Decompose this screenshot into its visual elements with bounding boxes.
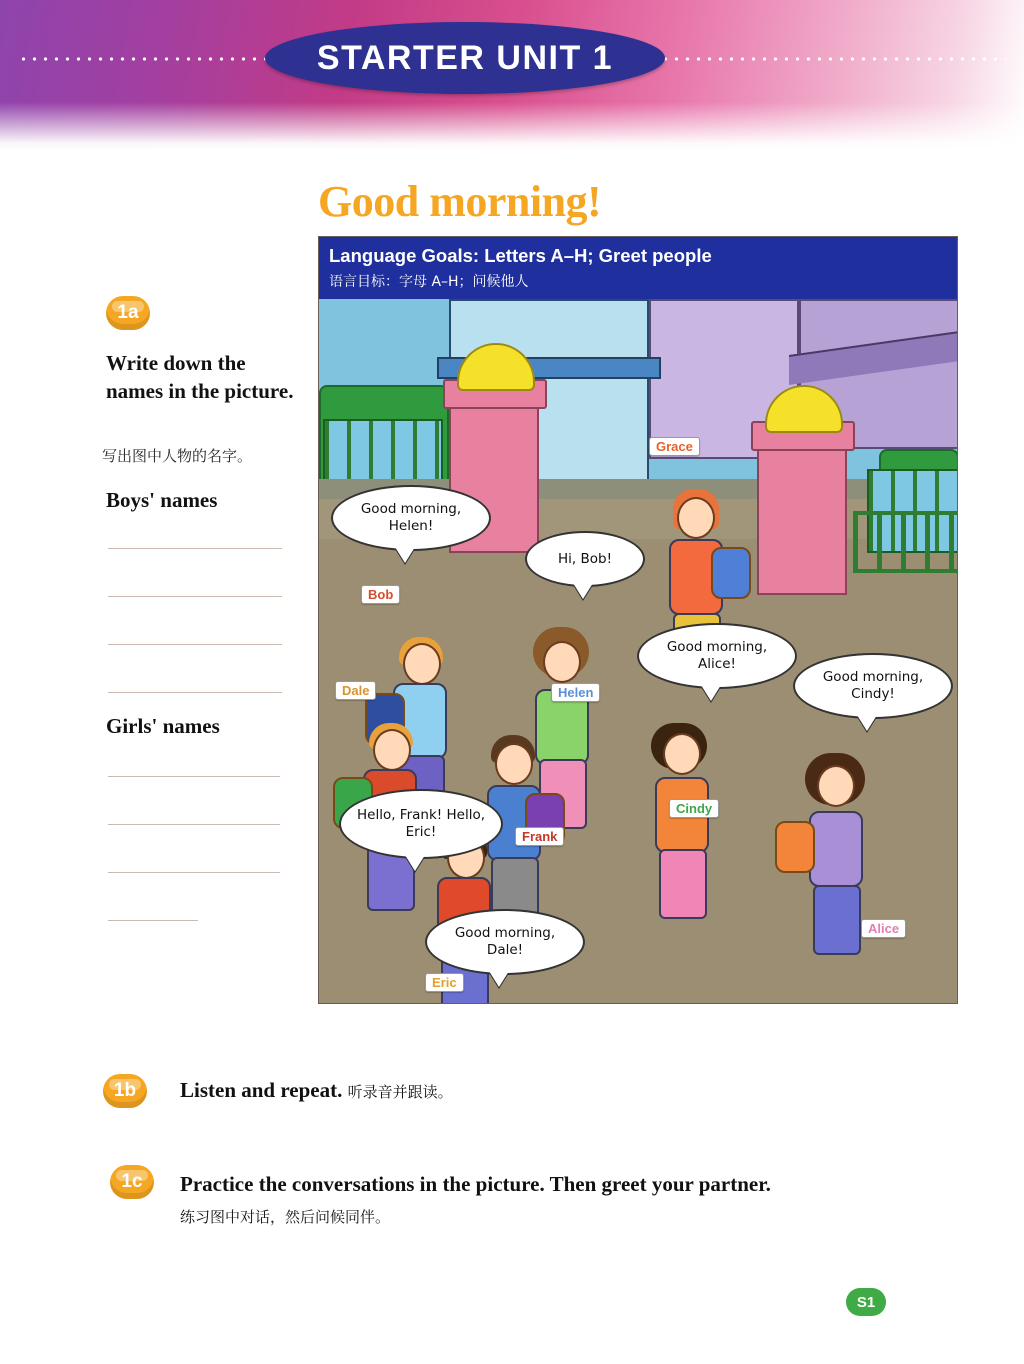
nametag-helen: Helen bbox=[551, 683, 600, 702]
nametag-dale: Dale bbox=[335, 681, 376, 700]
nametag-cindy: Cindy bbox=[669, 799, 719, 818]
activity-badge-1a bbox=[106, 296, 150, 330]
lesson-illustration bbox=[318, 236, 958, 1004]
boys-answer-line-4[interactable] bbox=[108, 692, 282, 693]
activity-number-1b: 1b bbox=[113, 1080, 137, 1101]
header-dots-left bbox=[18, 57, 270, 61]
speech-bubble-good-morning-alice: Good morning, Alice! bbox=[637, 623, 797, 689]
girls-names-label: Girls' names bbox=[106, 714, 220, 738]
nametag-frank: Frank bbox=[515, 827, 564, 846]
speech-bubble-good-morning-cindy: Good morning, Cindy! bbox=[793, 653, 953, 719]
boys-answer-line-3[interactable] bbox=[108, 644, 282, 645]
gate-pillar-right bbox=[757, 445, 847, 595]
page-header-band bbox=[0, 0, 1024, 150]
activity-number-1a: 1a bbox=[117, 302, 139, 323]
schoolyard-scene bbox=[319, 299, 958, 1004]
nametag-alice: Alice bbox=[861, 919, 906, 938]
railing-right bbox=[853, 511, 958, 573]
frank-head bbox=[495, 743, 533, 785]
boys-answer-line-2[interactable] bbox=[108, 596, 282, 597]
activity-badge-1b bbox=[103, 1074, 147, 1108]
unit-title-text: STARTER UNIT 1 bbox=[316, 38, 614, 77]
girls-answer-line-4[interactable] bbox=[108, 920, 198, 921]
page-title: Good morning! bbox=[318, 177, 602, 226]
activity-1c-instruction-cn: 练习图中对话，然后问候同伴。 bbox=[180, 1208, 391, 1226]
helen-head bbox=[543, 641, 581, 683]
nametag-bob: Bob bbox=[361, 585, 400, 604]
cindy-legs bbox=[659, 849, 707, 919]
speech-bubble-hi-bob: Hi, Bob! bbox=[525, 531, 645, 587]
nametag-grace: Grace bbox=[649, 437, 700, 456]
speech-bubble-good-morning-dale: Good morning, Dale! bbox=[425, 909, 585, 975]
boys-names-label: Boys' names bbox=[106, 488, 218, 512]
dale-head bbox=[373, 729, 411, 771]
grace-backpack bbox=[711, 547, 751, 599]
girls-answer-line-2[interactable] bbox=[108, 824, 280, 825]
girls-answer-line-1[interactable] bbox=[108, 776, 280, 777]
activity-1b-text bbox=[180, 1078, 453, 1103]
activity-1c-instruction-en: Practice the conversations in the picture. Then greet your partner. bbox=[180, 1172, 771, 1196]
speech-bubble-good-morning-helen: Good morning, Helen! bbox=[331, 485, 491, 551]
unit-title-badge bbox=[265, 22, 665, 94]
activity-1a-instruction-en: Write down the names in the picture. bbox=[106, 351, 294, 403]
alice-legs bbox=[813, 885, 861, 955]
girls-answer-line-3[interactable] bbox=[108, 872, 280, 873]
grace-head bbox=[677, 497, 715, 539]
page-number-badge: S1 bbox=[846, 1288, 886, 1316]
alice-body bbox=[809, 811, 863, 887]
language-goals-en: Language Goals: Letters A–H; Greet people bbox=[329, 245, 712, 266]
bob-head bbox=[403, 643, 441, 685]
activity-badge-1c bbox=[110, 1165, 154, 1199]
alice-backpack bbox=[775, 821, 815, 873]
activity-number-1c: 1c bbox=[121, 1171, 143, 1192]
header-dots-right bbox=[660, 57, 1006, 61]
activity-1a-instruction-cn: 写出图中人物的名字。 bbox=[102, 447, 253, 465]
language-goals-bar bbox=[319, 237, 957, 299]
activity-1b-instruction-cn: 听录音并跟读。 bbox=[347, 1083, 453, 1101]
boys-answer-line-1[interactable] bbox=[108, 548, 282, 549]
speech-bubble-hello-frank-eric: Hello, Frank! Hello, Eric! bbox=[339, 789, 503, 859]
language-goals-cn: 语言目标：字母 A–H；问候他人 bbox=[329, 274, 529, 290]
cindy-head bbox=[663, 733, 701, 775]
nametag-eric: Eric bbox=[425, 973, 464, 992]
activity-1b-instruction-en: Listen and repeat. bbox=[180, 1078, 343, 1102]
alice-head bbox=[817, 765, 855, 807]
